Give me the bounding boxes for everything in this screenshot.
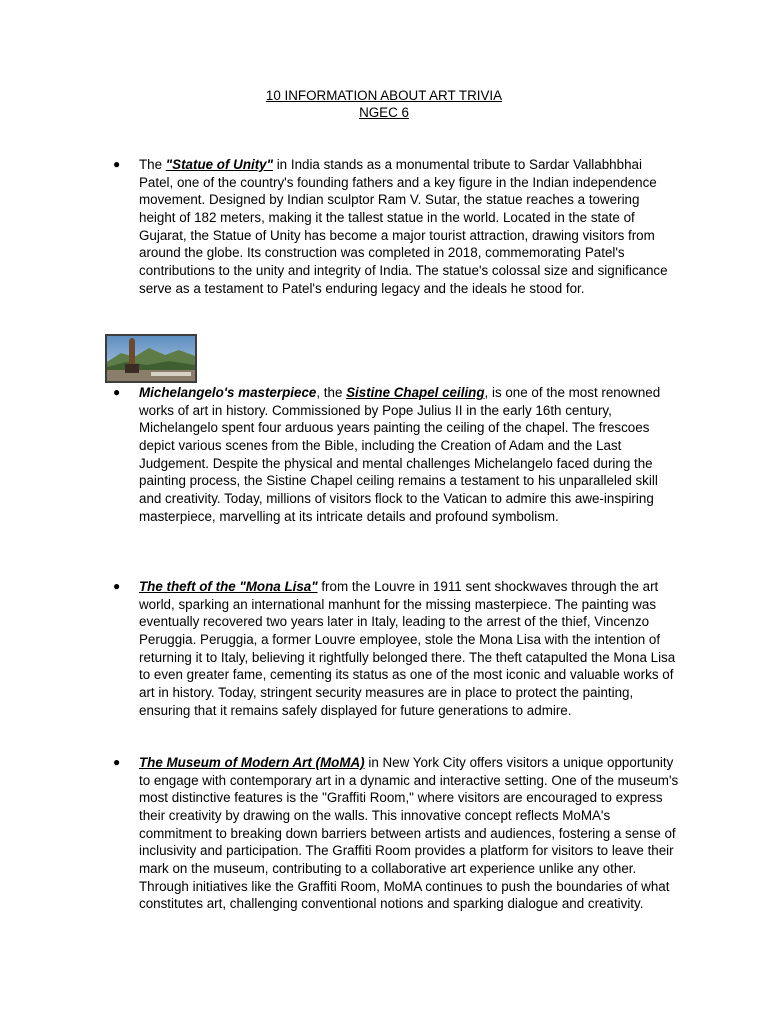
list-item-moma [113, 754, 679, 913]
item-text: in India stands as a monumental tribute to Sardar Vallabhbhai Patel, one of the country's founding fathers and a key figure in the Indian independence movement. Designed by Indian sculptor Ram V. Sutar, the statue reaches a towering height of 182 meters, making it the tallest statue in the world. Located in the state of Gujarat, the Statue of Unity has become a major tourist attraction, drawing visitors from around the globe. Its construction was completed in 2018, commemorating Patel's contributions to the unity and integrity of India. The statue's colossal size and significance serve as a testament to Patel's enduring legacy and the ideals he stood for. [139, 157, 668, 296]
item-key-term: The theft of the "Mona Lisa" [139, 579, 318, 594]
list-item-statue-of-unity [113, 156, 679, 297]
item-key-term: Michelangelo's masterpiece [139, 385, 317, 400]
bullet-icon: ● [113, 385, 121, 399]
bullet-icon: ● [113, 579, 121, 593]
bullet-icon: ● [113, 157, 121, 171]
item-key-term-2: Sistine Chapel ceiling [346, 385, 485, 400]
item-lead: The [139, 157, 166, 172]
document-title: 10 INFORMATION ABOUT ART TRIVIA [265, 88, 503, 103]
item-key-term: "Statue of Unity" [165, 157, 273, 172]
document-subtitle: NGEC 6 [359, 105, 409, 120]
statue-photo-illustration [107, 336, 195, 381]
list-item-sistine-chapel [113, 384, 679, 525]
item-text: in New York City offers visitors a unique opportunity to engage with contemporary art in a dynamic and interactive setting. One of the museum's most distinctive features is the "Graffiti Room," where visitors are encouraged to express their creativity by drawing on the walls. This innovative concept reflects MoMA's commitment to breaking down barriers between artists and audiences, fostering a sense of inclusivity and participation. The Graffiti Room provides a platform for visitors to leave their mark on the museum, contributing to a collaborative art experience unlike any other. Through initiatives like the Graffiti Room, MoMA continues to push the boundaries of what constitutes art, challenging conventional notions and sparking dialogue and creativity. [139, 755, 679, 912]
item-text: from the Louvre in 1911 sent shockwaves through the art world, sparking an international manhunt for the missing masterpiece. The painting was eventually recovered two years later in Italy, leading to the arrest of the thief, Vincenzo Peruggia. Peruggia, a former Louvre employee, stole the Mona Lisa with the intention of returning it to Italy, believing it rightfully belonged there. The theft catapulted the Mona Lisa to even greater fame, cementing its status as one of the most iconic and valuable works of art in history. Today, stringent security measures are in place to protect the painting, ensuring that it remains safely displayed for future generations to admire. [139, 579, 676, 718]
list-item-mona-lisa-theft [113, 578, 679, 719]
item-text: , is one of the most renowned works of art in history. Commissioned by Pope Julius II in the early 16th century, Michelangelo spent four arduous years painting the ceiling of the chapel. The frescoes depict various scenes from the Bible, including the Creation of Adam and the Last Judgement. Despite the physical and mental challenges Michelangelo faced during the painting process, the Sistine Chapel ceiling remains a testament to his unparalleled skill and creativity. Today, millions of visitors flock to the Vatican to admire this awe-inspiring masterpiece, marvelling at its intricate details and profound symbolism. [139, 385, 661, 524]
statue-of-unity-image [105, 334, 197, 383]
item-mid: , the [316, 385, 347, 400]
item-key-term: The Museum of Modern Art (MoMA) [139, 755, 365, 770]
bullet-icon: ● [113, 755, 121, 769]
